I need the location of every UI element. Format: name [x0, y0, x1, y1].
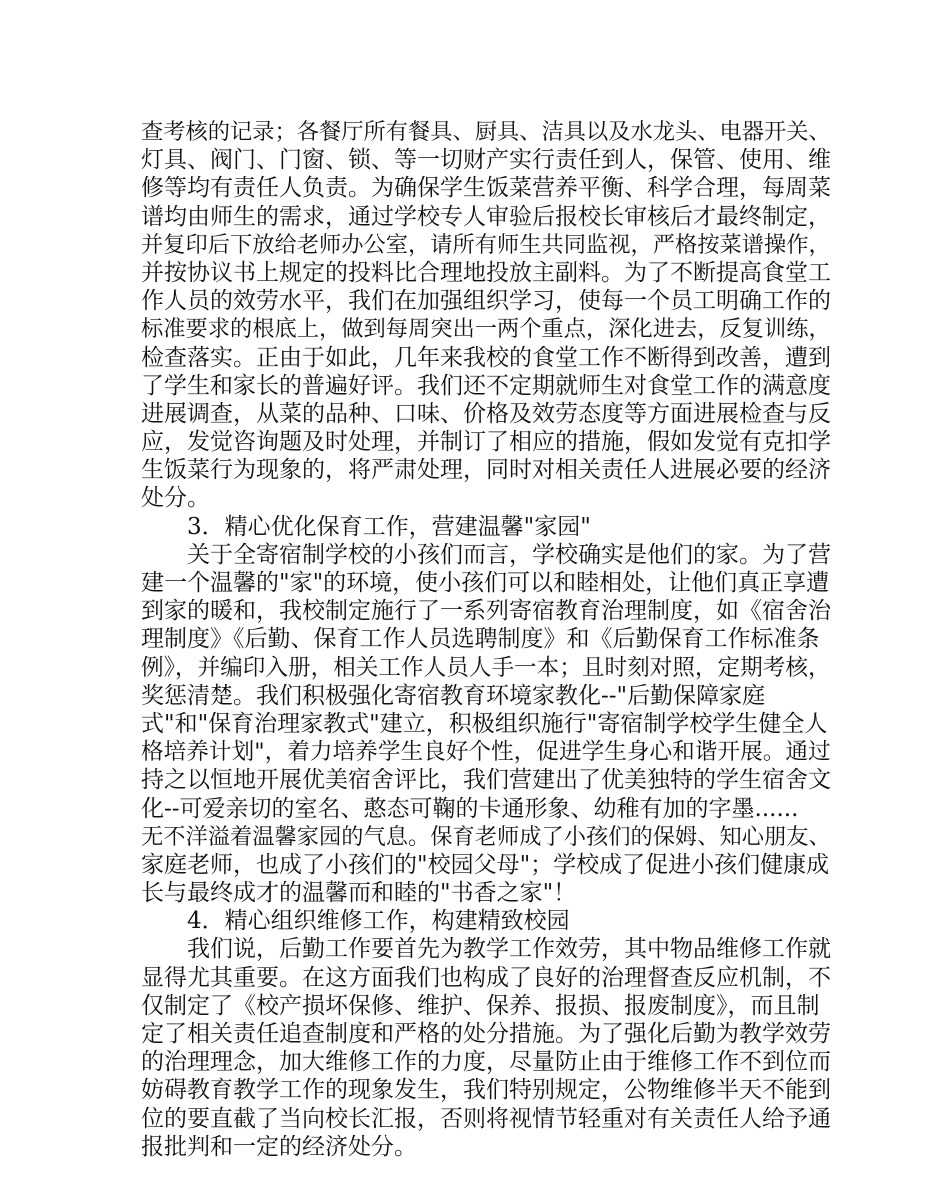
text-line: 式"和"保育治理家教式"建立，积极组织施行"寄宿制学校学生健全人 — [141, 710, 828, 737]
text-line: 生饭菜行为现象的，将严肃处理，同时对相关责任人进展必要的经济 — [141, 457, 831, 484]
text-line: 建一个温馨的"家"的环境，使小孩们可以和睦相处，让他们真正享遭 — [141, 570, 830, 596]
text-line: 仅制定了《校产损坏保修、维护、保养、报损、报废制度》，而且制 — [141, 992, 820, 1019]
text-line: 例》，并编印入册，相关工作人员人手一本；且时刻对照，定期考核， — [141, 654, 831, 681]
text-line: 查考核的记录；各餐厅所有餐具、厨具、洁具以及水龙头、电器开关、 — [141, 119, 831, 145]
text-line: 理制度》《后勤、保育工作人员选聘制度》和《后勤保育工作标准条 — [141, 626, 820, 653]
text-line: 显得尤其重要。在这方面我们也构成了良好的治理督查反应机制，不 — [141, 964, 831, 991]
text-line: 持之以恒地开展优美宿舍评比，我们营建出了优美独特的学生宿舍文 — [141, 767, 831, 794]
text-line: 位的要直截了当向校长汇报，否则将视情节轻重对有关责任人给予通 — [141, 1105, 831, 1132]
text-line: 进展调查，从菜的品种、口味、价格及效劳态度等方面进展检查与反 — [141, 400, 831, 427]
text-line: 长与最终成才的温馨而和睦的"书香之家"！ — [141, 880, 577, 907]
text-line: 无不洋溢着温馨家园的气息。保育老师成了小孩们的保姆、知心朋友、 — [141, 823, 831, 850]
text-line: 了学生和家长的普遍好评。我们还不定期就师生对食堂工作的满意度 — [141, 372, 831, 399]
body-text — [141, 118, 831, 1161]
section-heading-4: 4．精心组织维修工作，构建精致校园 — [187, 908, 570, 935]
text-line: 作人员的效劳水平，我们在加强组织学习，使每一个员工明确工作的 — [141, 288, 831, 315]
text-line: 化--可爱亲切的室名、憨态可鞠的卡通形象、幼稚有加的字墨...... — [141, 795, 799, 822]
text-line: 谱均由师生的需求，通过学校专人审验后报校长审核后才最终制定， — [141, 203, 831, 230]
section-heading-3: 3．精心优化保育工作，营建温馨"家园" — [187, 513, 591, 540]
text-line: 定了相关责任追查制度和严格的处分措施。为了强化后勤为教学效劳 — [141, 1021, 831, 1047]
paragraph-first-line: 关于全寄宿制学校的小孩们而言，学校确实是他们的家。为了营 — [187, 541, 831, 568]
paragraph-first-line: 我们说，后勤工作要首先为教学工作效劳，其中物品维修工作就 — [187, 936, 831, 963]
text-line: 家庭老师，也成了小孩们的"校园父母"；学校成了促进小孩们健康成 — [141, 851, 830, 878]
text-line: 应，发觉咨询题及时处理，并制订了相应的措施，假如发觉有克扣学 — [141, 429, 831, 456]
text-line: 的治理理念，加大维修工作的力度，尽量防止由于维修工作不到位而 — [141, 1049, 831, 1076]
text-line: 到家的暖和，我校制定施行了一系列寄宿教育治理制度，如《宿舍治 — [141, 598, 831, 625]
text-line: 并复印后下放给老师办公室，请所有师生共同监视，严格按菜谱操作， — [141, 231, 831, 258]
text-line: 灯具、阀门、门窗、锁、等一切财产实行责任到人，保管、使用、维 — [141, 147, 831, 174]
text-line: 标准要求的根底上，做到每周突出一两个重点，深化进去，反复训练， — [141, 316, 831, 343]
text-line: 格培养计划"，着力培养学生良好个性，促进学生身心和谐开展。通过 — [141, 739, 831, 766]
text-line: 处分。 — [141, 485, 210, 512]
text-line: 修等均有责任人负责。为确保学生饭菜营养平衡、科学合理，每周菜 — [141, 175, 831, 202]
text-line: 报批判和一定的经济处分。 — [141, 1133, 417, 1160]
text-line: 并按协议书上规定的投料比合理地投放主副料。为了不断提高食堂工 — [141, 259, 831, 286]
text-line: 奖惩清楚。我们积极强化寄宿教育环境家教化--"后勤保障家庭 — [141, 682, 766, 709]
text-line: 检查落实。正由于如此，几年来我校的食堂工作不断得到改善，遭到 — [141, 344, 831, 371]
text-line: 妨碍教育教学工作的现象发生，我们特别规定，公物维修半天不能到 — [141, 1077, 831, 1104]
